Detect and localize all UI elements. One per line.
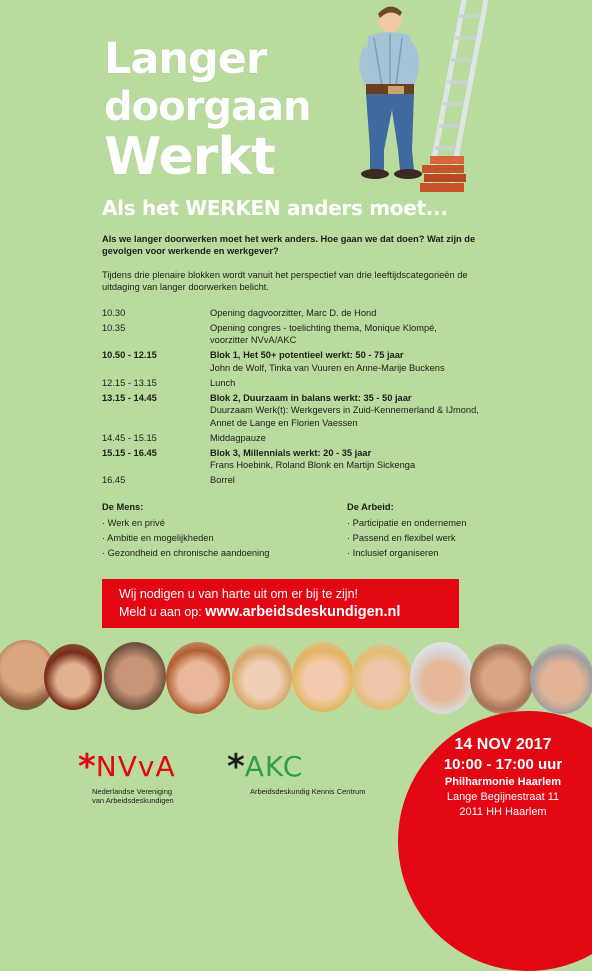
event-street: Lange Begijnestraat 11 bbox=[446, 791, 560, 803]
intro-question: Als we langer doorwerken moet het werk anders. Hoe gaan we dat doen? Wat zijn de gevolgen voor werkende en werkgever? bbox=[102, 234, 476, 257]
program-time: 13.15 - 14.45 bbox=[102, 392, 157, 403]
program-text: Lunch bbox=[210, 377, 236, 388]
speaker-portrait-icon bbox=[352, 644, 412, 710]
program-row-1 bbox=[102, 307, 532, 319]
de-arbeid-heading: De Arbeid: bbox=[347, 502, 394, 512]
nvva-logo bbox=[78, 747, 176, 787]
speaker-portrait-icon bbox=[44, 644, 102, 710]
program-text: Duurzaam Werk(t): Werkgevers in Zuid-Kennemerland & IJmond, bbox=[210, 405, 479, 416]
program-text: Opening dagvoorzitter, Marc D. de Hond bbox=[210, 308, 377, 318]
akc-logo bbox=[227, 747, 304, 787]
title-line-1: Langer bbox=[104, 34, 267, 84]
register-prefix: Meld u aan op: bbox=[119, 605, 206, 619]
program-text: John de Wolf, Tinka van Vuuren en Anne-Marije Buckens bbox=[210, 362, 445, 373]
asterisk-icon: * bbox=[227, 747, 245, 787]
program-time: 10.35 bbox=[102, 323, 126, 333]
program-text: voorzitter NVvA/AKC bbox=[210, 335, 297, 346]
program-schedule bbox=[102, 307, 532, 486]
program-row-4 bbox=[102, 377, 532, 389]
list-item: · Passend en flexibel werk bbox=[347, 533, 456, 543]
event-venue: Philharmonie Haarlem bbox=[444, 776, 562, 788]
program-block-title: Blok 3, Millennials werkt: 20 - 35 jaar bbox=[210, 447, 372, 458]
list-item: · Ambitie en mogelijkheden bbox=[102, 533, 214, 543]
list-item: · Participatie en ondernemen bbox=[347, 518, 467, 528]
subtitle: Als het WERKEN anders moet... bbox=[102, 196, 448, 220]
akc-name: AKC bbox=[244, 750, 304, 783]
list-item: · Inclusief organiseren bbox=[347, 548, 439, 558]
title-line-3: Werkt bbox=[104, 127, 275, 187]
speaker-portrait-icon bbox=[470, 644, 534, 714]
speaker-portrait-icon bbox=[166, 642, 230, 714]
speaker-portraits bbox=[0, 636, 592, 716]
program-text: Borrel bbox=[210, 475, 235, 486]
program-time: 14.45 - 15.15 bbox=[102, 432, 157, 443]
speaker-portrait-icon bbox=[410, 642, 474, 714]
invitation-text: Wij nodigen u van harte uit om er bij te zijn! bbox=[119, 587, 359, 601]
title-line-2: doorgaan bbox=[104, 84, 311, 130]
speaker-portrait-icon bbox=[232, 644, 292, 710]
register-line bbox=[119, 604, 400, 620]
intro-description: Tijdens drie plenaire blokken wordt vanuit het perspectief van drie leeftijdscategorieën de uitdaging van langer doorwerken belicht. bbox=[102, 270, 468, 293]
event-time: 10:00 - 17:00 uur bbox=[443, 756, 563, 773]
worker-illustration bbox=[330, 0, 490, 198]
program-text: Annet de Lange en Florien Vaessen bbox=[210, 417, 358, 428]
program-row-7 bbox=[102, 447, 532, 472]
speaker-portrait-icon bbox=[104, 642, 166, 710]
event-date: 14 NOV 2017 bbox=[454, 736, 552, 753]
program-text: Opening congres - toelichting thema, Monique Klompé, bbox=[210, 323, 437, 333]
program-text: Frans Hoebink, Roland Blonk en Martijn Sickenga bbox=[210, 460, 416, 471]
de-mens-column bbox=[102, 502, 269, 561]
program-time: 10.50 - 12.15 bbox=[102, 350, 157, 361]
bricks-icon bbox=[420, 156, 466, 192]
program-row-8 bbox=[102, 474, 532, 486]
program-text: Middagpauze bbox=[210, 432, 266, 443]
list-item: · Gezondheid en chronische aandoening bbox=[102, 548, 270, 558]
nvva-name: NVvA bbox=[95, 750, 176, 783]
akc-tagline: Arbeidsdeskundig Kennis Centrum bbox=[250, 787, 366, 796]
de-arbeid-column bbox=[347, 502, 466, 561]
program-row-6 bbox=[102, 432, 532, 444]
program-time: 10.30 bbox=[102, 308, 126, 318]
program-time: 16.45 bbox=[102, 475, 126, 486]
de-mens-heading: De Mens: bbox=[102, 502, 144, 512]
invitation-banner bbox=[102, 579, 459, 628]
nvva-subtitle-1: Nederlandse Vereniging bbox=[92, 787, 173, 796]
program-row-3 bbox=[102, 349, 532, 374]
nvva-subtitle-2: van Arbeidsdeskundigen bbox=[92, 796, 174, 805]
asterisk-icon: * bbox=[78, 747, 96, 787]
program-time: 12.15 - 13.15 bbox=[102, 377, 157, 388]
program-time: 15.15 - 16.45 bbox=[102, 447, 157, 458]
speaker-portrait-icon bbox=[292, 642, 354, 712]
speaker-portrait-icon bbox=[530, 644, 592, 714]
list-item: · Werk en privé bbox=[102, 518, 165, 528]
event-postcode: 2011 HH Haarlem bbox=[459, 806, 547, 818]
worker-figure bbox=[359, 6, 422, 179]
program-block-title: Blok 1, Het 50+ potentieel werkt: 50 - 75 jaar bbox=[210, 350, 404, 361]
program-row-5 bbox=[102, 392, 532, 429]
program-row-2 bbox=[102, 322, 532, 347]
program-block-title: Blok 2, Duurzaam in balans werkt: 35 - 50 jaar bbox=[210, 392, 412, 403]
registration-link[interactable]: www.arbeidsdeskundigen.nl bbox=[205, 604, 401, 620]
